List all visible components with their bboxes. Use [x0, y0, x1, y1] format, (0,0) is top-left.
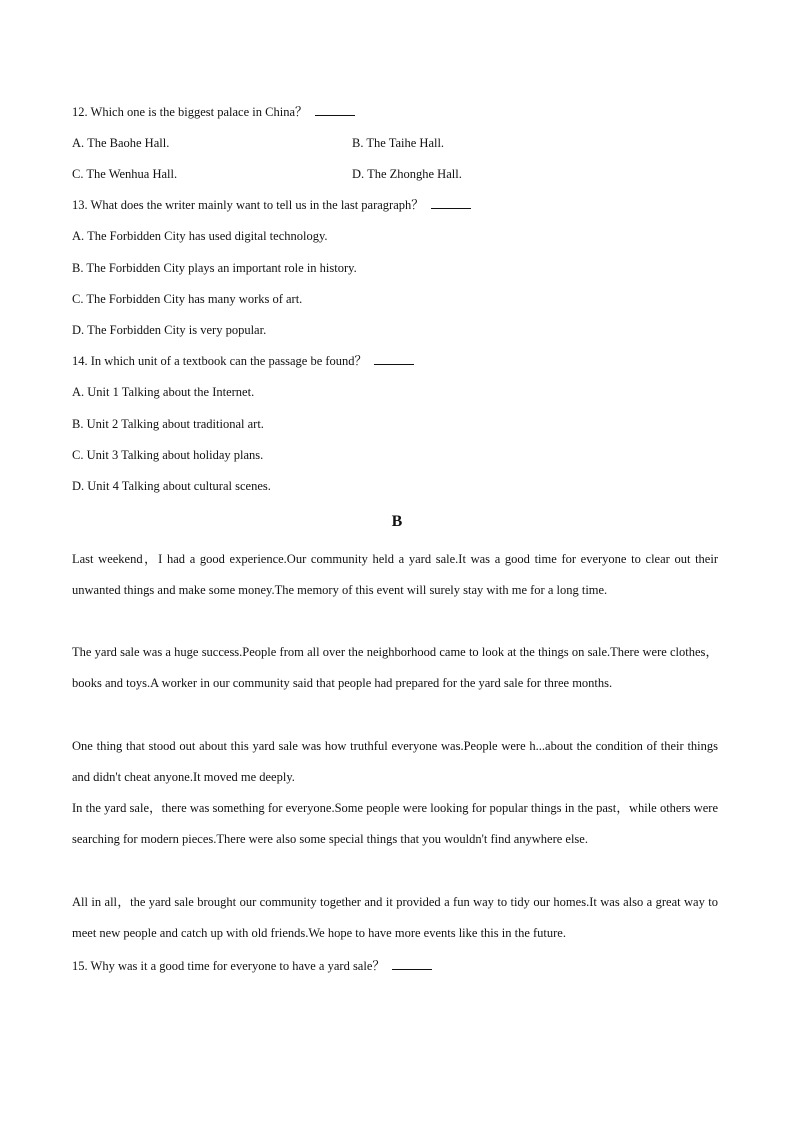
question-text: Which one is the biggest palace in China？ — [90, 105, 308, 119]
option-13-c — [72, 291, 302, 307]
option-letter: D. — [72, 323, 85, 337]
passage-paragraph-5: All in all，the yard sale brought our community together and it provided a fun way to tidy our homes.It was also a great way to meet new people and catch up with old friends.We hope to have more events like this in the future. — [72, 895, 718, 941]
option-12-d — [352, 166, 462, 182]
passage-paragraph-2: The yard sale was a huge success.People from all over the neighborhood came to look at the things on sale.There were clothes，books and toys.A worker in our community said that people had prepared for the yard sale for three months. — [72, 645, 718, 691]
option-letter: B. — [72, 261, 84, 275]
option-text: The Forbidden City has many works of art. — [86, 292, 303, 306]
question-text: Why was it a good time for everyone to have a yard sale？ — [90, 959, 385, 973]
answer-blank — [392, 959, 432, 970]
option-letter: B. — [72, 417, 84, 431]
option-14-b — [72, 416, 264, 432]
answer-blank — [374, 354, 414, 365]
option-letter: B. — [352, 136, 364, 150]
question-15 — [72, 958, 432, 974]
option-letter: C. — [72, 448, 84, 462]
option-text: The Forbidden City is very popular. — [87, 323, 267, 337]
option-letter: A. — [72, 229, 85, 243]
answer-blank — [315, 105, 355, 116]
option-letter: D. — [72, 479, 85, 493]
passage-paragraph-3: One thing that stood out about this yard sale was how truthful everyone was.People were h...about the condition of their things and didn't cheat anyone.It moved me deeply. — [72, 739, 718, 785]
option-14-a — [72, 384, 254, 400]
question-12 — [72, 104, 355, 120]
question-number: 14. — [72, 354, 88, 368]
option-text: Unit 1 Talking about the Internet. — [87, 385, 255, 399]
option-letter: C. — [72, 292, 84, 306]
answer-blank — [431, 198, 471, 209]
option-text: The Baohe Hall. — [87, 136, 170, 150]
section-heading: B — [391, 513, 403, 530]
passage-paragraph-1: Last weekend，I had a good experience.Our community held a yard sale.It was a good time for everyone to clear out their unwanted things and make some money.The memory of this event will surely stay with me for a long time. — [72, 552, 718, 598]
option-text: The Wenhua Hall. — [86, 167, 178, 181]
option-text: The Forbidden City plays an important role in history. — [86, 261, 357, 275]
option-text: Unit 3 Talking about holiday plans. — [86, 448, 264, 462]
question-number: 12. — [72, 105, 88, 119]
option-letter: C. — [72, 167, 84, 181]
question-number: 13. — [72, 198, 88, 212]
option-text: The Zhonghe Hall. — [367, 167, 462, 181]
question-number: 15. — [72, 959, 88, 973]
option-13-a — [72, 228, 328, 244]
option-14-d — [72, 478, 271, 494]
option-13-d — [72, 322, 266, 338]
option-letter: A. — [72, 136, 85, 150]
option-12-c — [72, 166, 177, 182]
option-letter: A. — [72, 385, 85, 399]
option-12-a — [72, 135, 169, 151]
question-text: In which unit of a textbook can the passage be found？ — [90, 354, 368, 368]
question-text: What does the writer mainly want to tell us in the last paragraph？ — [90, 198, 424, 212]
option-letter: D. — [352, 167, 365, 181]
option-13-b — [72, 260, 357, 276]
option-text: The Taihe Hall. — [366, 136, 445, 150]
option-14-c — [72, 447, 263, 463]
option-12-b — [352, 135, 444, 151]
question-13 — [72, 197, 471, 213]
option-text: The Forbidden City has used digital technology. — [87, 229, 328, 243]
option-text: Unit 2 Talking about traditional art. — [86, 417, 264, 431]
option-text: Unit 4 Talking about cultural scenes. — [87, 479, 271, 493]
passage-paragraph-4: In the yard sale，there was something for everyone.Some people were looking for popular things in the past，while others were searching for modern pieces.There were also some special things that you wouldn't find anywhere else. — [72, 801, 718, 847]
question-14 — [72, 353, 414, 369]
